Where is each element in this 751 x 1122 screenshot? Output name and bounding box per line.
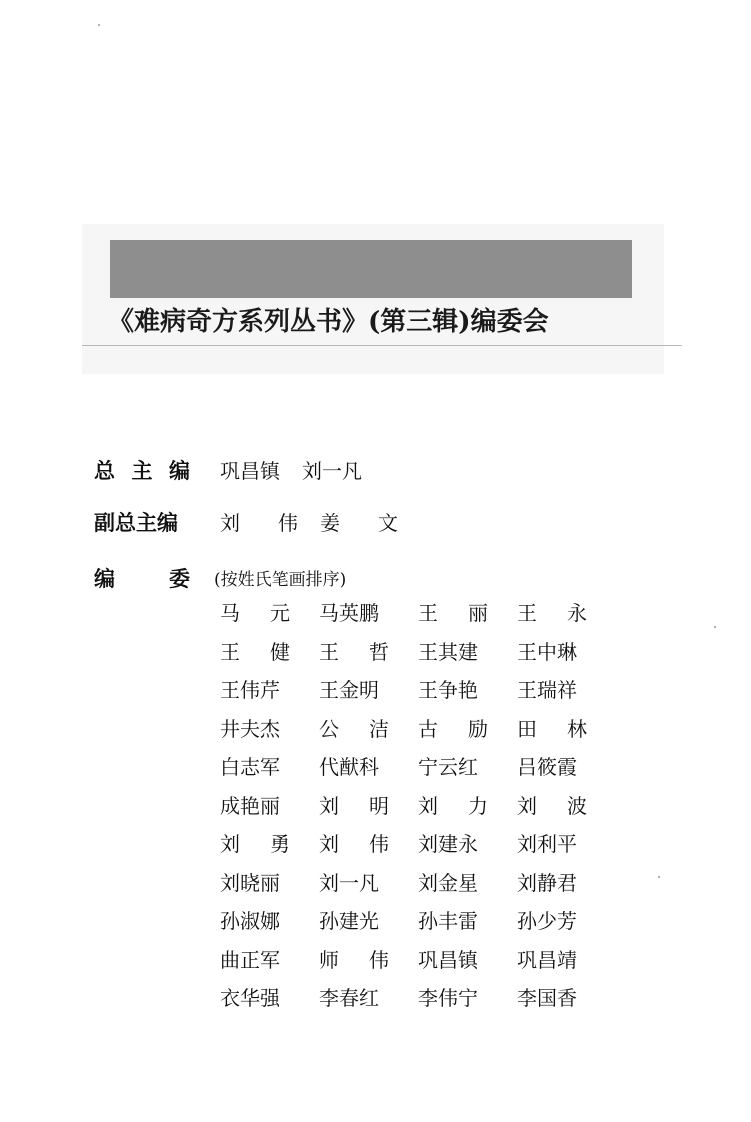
committee-member-name: 曲正军 [220,947,280,972]
chief-editor-name: 巩昌镇 [220,459,280,483]
deputy-chief-editor-label: 副总主编 [94,511,178,535]
committee-member-name: 刘 力 [418,793,488,818]
committee-member-name: 刘晓丽 [220,870,280,895]
committee-member-name: 孙少芳 [517,909,577,933]
committee-member-name: 王中琳 [517,639,577,664]
scan-speck [98,24,100,26]
committee-member-name: 王金明 [319,678,379,702]
chief-editor-name: 刘一凡 [302,459,362,483]
committee-member-name: 李国香 [517,986,577,1010]
committee-member-name: 吕筱霞 [517,755,577,779]
deputy-chief-editor-names [220,508,420,538]
chief-editor-label: 总 主 编 [94,459,190,483]
committee-member-name: 衣华强 [220,986,280,1010]
committee-member-name: 宁云红 [418,755,478,779]
committee-member-name: 公 洁 [319,716,389,741]
committee-member-name: 巩昌靖 [517,947,577,972]
committee-member-name: 马 元 [220,601,290,625]
committee-sort-note: (按姓氏笔画排序) [214,570,347,590]
committee-member-name: 刘静君 [517,870,577,895]
deputy-chief-editor-name: 姜 文 [320,511,398,535]
committee-member-name: 刘建永 [418,832,478,856]
committee-member-name: 孙淑娜 [220,909,280,933]
committee-member-name: 白志军 [220,755,280,779]
committee-member-name: 李春红 [319,986,379,1010]
committee-member-grid [220,598,587,1022]
committee-member-name: 李伟宁 [418,986,478,1010]
committee-member-name: 王争艳 [418,678,478,702]
committee-member-name: 井夫杰 [220,716,280,741]
committee-member-name: 王伟芹 [220,678,280,702]
committee-member-name: 刘金星 [418,870,478,895]
committee-member-name: 王瑞祥 [517,678,577,702]
committee-member-name: 马英鹏 [319,601,379,625]
committee-member-name: 刘 明 [319,793,389,818]
committee-member-name: 古 励 [418,716,488,741]
committee-member-name: 王其建 [418,639,478,664]
committee-member-name: 王 哲 [319,639,389,664]
committee-member-name: 成艳丽 [220,793,280,818]
committee-member-name: 代猷科 [319,755,379,779]
chief-editor-names [220,456,384,486]
committee-member-name: 刘 伟 [319,832,389,856]
committee-member-name: 巩昌镇 [418,947,478,972]
committee-member-name: 孙丰雷 [418,909,478,933]
committee-member-name: 刘一凡 [319,870,379,895]
committee-member-name: 孙建光 [319,909,379,933]
deputy-chief-editor-name: 刘 伟 [220,511,298,535]
page-title: 《难病奇方系列丛书》(第三辑)编委会 [108,307,549,337]
header-divider [82,345,682,346]
committee-member-name: 刘 勇 [220,832,290,856]
scan-speck [714,626,716,628]
header-bar [110,240,632,298]
committee-member-name: 刘 波 [517,793,587,818]
committee-member-name: 刘利平 [517,832,577,856]
committee-member-name: 田 林 [517,716,587,741]
committee-member-name: 王 丽 [418,601,488,625]
committee-member-name: 王 永 [517,601,587,625]
committee-label: 编 委 [94,567,190,591]
scan-speck [658,876,660,878]
committee-member-name: 王 健 [220,639,290,664]
committee-member-name: 师 伟 [319,947,389,972]
